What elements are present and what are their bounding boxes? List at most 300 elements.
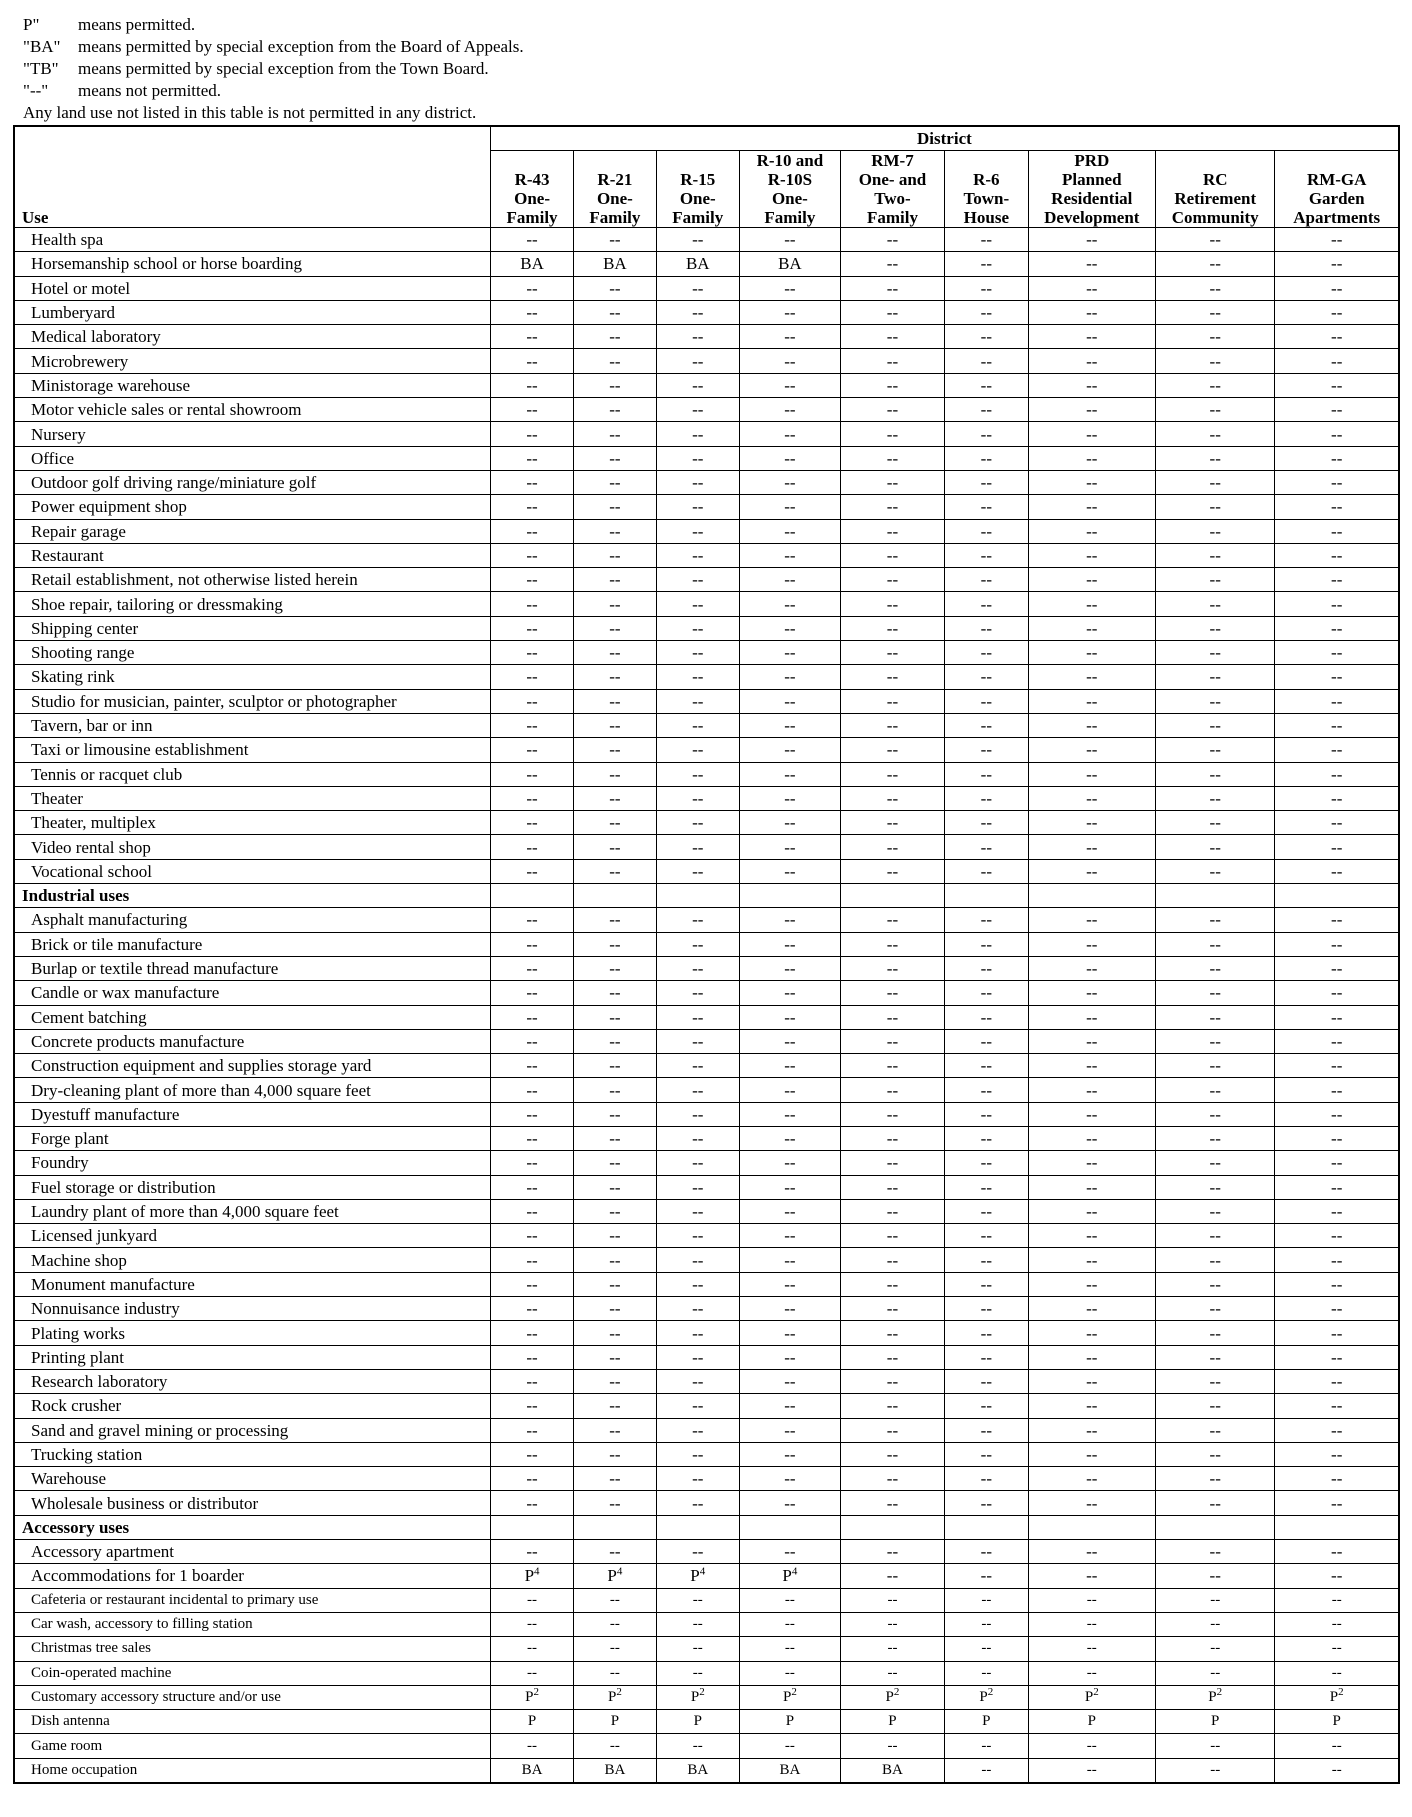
permission-cell: -- [574, 1102, 656, 1126]
district-header: District [490, 126, 1399, 151]
use-name: Tennis or racquet club [14, 762, 490, 786]
permission-cell: -- [945, 908, 1028, 932]
permission-cell: -- [1028, 1078, 1155, 1102]
permission-cell: -- [1275, 1661, 1399, 1685]
permission-cell: -- [574, 519, 656, 543]
table-row [14, 1734, 1399, 1758]
permission-cell: -- [490, 1612, 573, 1636]
permission-cell: -- [1028, 470, 1155, 494]
permission-cell: -- [840, 932, 944, 956]
use-name: Wholesale business or distributor [14, 1491, 490, 1515]
column-header-line: R-43 [514, 170, 550, 189]
footnote-marker: 2 [699, 1685, 705, 1698]
permission-cell: -- [1156, 811, 1275, 835]
permission-cell: -- [1156, 1491, 1275, 1515]
permission-cell: -- [1275, 616, 1399, 640]
use-name: Game room [14, 1734, 490, 1758]
permission-cell: -- [739, 956, 840, 980]
permission-cell: -- [1156, 981, 1275, 1005]
permission-cell: -- [490, 859, 573, 883]
permission-cell: -- [574, 616, 656, 640]
permission-cell: -- [739, 908, 840, 932]
table-row [14, 1102, 1399, 1126]
permission-cell: -- [840, 1297, 944, 1321]
use-name: Shoe repair, tailoring or dressmaking [14, 592, 490, 616]
table-row [14, 762, 1399, 786]
permission-cell: -- [574, 325, 656, 349]
section-heading: Accessory uses [14, 1515, 490, 1539]
permission-cell: -- [1028, 1345, 1155, 1369]
permission-cell: $P^2$ [945, 1685, 1028, 1709]
permission-cell: -- [840, 519, 944, 543]
permission-cell: -- [739, 689, 840, 713]
table-row [14, 1029, 1399, 1053]
permission-cell: -- [1028, 252, 1155, 276]
permission-cell: -- [1028, 325, 1155, 349]
use-name: Dyestuff manufacture [14, 1102, 490, 1126]
permission-cell: $P^2$ [490, 1685, 573, 1709]
table-row [14, 446, 1399, 470]
permission-cell: -- [945, 1248, 1028, 1272]
permission-cell: -- [574, 641, 656, 665]
permission-cell: -- [945, 300, 1028, 324]
permission-cell: -- [574, 762, 656, 786]
legend-item [23, 36, 1383, 58]
permission-cell: BA [739, 252, 840, 276]
district-column-header [1028, 151, 1155, 228]
permission-cell: -- [739, 713, 840, 737]
permission-cell: -- [656, 665, 739, 689]
legend-item [23, 14, 1383, 36]
use-name: Foundry [14, 1151, 490, 1175]
use-name: Microbrewery [14, 349, 490, 373]
permission-cell: -- [840, 616, 944, 640]
permission-cell: -- [1156, 1321, 1275, 1345]
permission-cell: -- [490, 1369, 573, 1393]
column-header-line: Garden [1308, 189, 1365, 208]
table-row [14, 1151, 1399, 1175]
permission-cell: -- [490, 1418, 573, 1442]
use-name: Home occupation [14, 1758, 490, 1783]
permission-cell: -- [656, 1467, 739, 1491]
permission-cell: -- [1275, 1248, 1399, 1272]
permission-cell: -- [840, 1345, 944, 1369]
permission-cell: -- [656, 1540, 739, 1564]
permission-cell: -- [1028, 1442, 1155, 1466]
use-name: Accessory apartment [14, 1540, 490, 1564]
permission-cell: -- [739, 762, 840, 786]
permission-cell: -- [840, 1126, 944, 1150]
permission-cell: $P^2$ [1028, 1685, 1155, 1709]
use-name: Shooting range [14, 641, 490, 665]
table-row [14, 932, 1399, 956]
land-use-table [13, 125, 1400, 1784]
permission-cell: -- [1275, 859, 1399, 883]
permission-cell: -- [1275, 1054, 1399, 1078]
permission-cell: -- [840, 665, 944, 689]
permission-cell: -- [1275, 228, 1399, 252]
permission-cell: -- [574, 1029, 656, 1053]
permission-cell: -- [840, 470, 944, 494]
permission-cell: -- [840, 543, 944, 567]
permission-cell: -- [945, 398, 1028, 422]
permission-cell: -- [656, 1272, 739, 1296]
permission-cell: $P^4$ [656, 1564, 739, 1588]
permission-cell: -- [656, 470, 739, 494]
permission-cell: -- [739, 1467, 840, 1491]
permission-cell: -- [656, 932, 739, 956]
permission-cell: -- [490, 1029, 573, 1053]
empty-cell [945, 1515, 1028, 1539]
permission-cell: -- [945, 859, 1028, 883]
permission-cell: -- [945, 1199, 1028, 1223]
permission-cell: -- [574, 665, 656, 689]
permission-cell: -- [1156, 228, 1275, 252]
permission-cell: -- [490, 981, 573, 1005]
permission-cell: -- [656, 1224, 739, 1248]
permission-cell: -- [840, 908, 944, 932]
permission-cell: -- [656, 1029, 739, 1053]
permission-cell: -- [490, 616, 573, 640]
use-name: Machine shop [14, 1248, 490, 1272]
permission-cell: -- [574, 1224, 656, 1248]
permission-cell: -- [739, 1321, 840, 1345]
permission-cell: -- [1275, 1199, 1399, 1223]
permission-cell: -- [656, 1442, 739, 1466]
section-row [14, 1515, 1399, 1539]
table-row [14, 689, 1399, 713]
footnote-marker: 4 [699, 1565, 706, 1578]
permission-cell: -- [1275, 422, 1399, 446]
permission-cell: -- [945, 1078, 1028, 1102]
use-name: Sand and gravel mining or processing [14, 1418, 490, 1442]
permission-cell: -- [1275, 1418, 1399, 1442]
permission-cell: -- [656, 1637, 739, 1661]
permission-cell: -- [1156, 1054, 1275, 1078]
permission-cell: -- [656, 981, 739, 1005]
permission-cell: -- [945, 543, 1028, 567]
use-name: Restaurant [14, 543, 490, 567]
use-name: Dry-cleaning plant of more than 4,000 square feet [14, 1078, 490, 1102]
table-row [14, 349, 1399, 373]
column-header-line: Development [1044, 208, 1140, 227]
empty-cell [574, 1515, 656, 1539]
permission-cell: -- [1028, 1661, 1155, 1685]
permission-cell: -- [840, 859, 944, 883]
permission-cell: -- [574, 1321, 656, 1345]
permission-cell: -- [490, 1442, 573, 1466]
permission-cell: -- [739, 1394, 840, 1418]
use-name: Trucking station [14, 1442, 490, 1466]
empty-cell [739, 884, 840, 908]
permission-cell: -- [1028, 373, 1155, 397]
permission-cell: -- [574, 1369, 656, 1393]
permission-cell: -- [840, 1442, 944, 1466]
permission-cell: -- [574, 1005, 656, 1029]
permission-cell: -- [1028, 446, 1155, 470]
permission-cell: -- [490, 1467, 573, 1491]
permission-cell: -- [945, 1126, 1028, 1150]
permission-cell: -- [840, 689, 944, 713]
permission-cell: -- [945, 349, 1028, 373]
table-row [14, 641, 1399, 665]
permission-cell: -- [656, 1321, 739, 1345]
permission-cell: -- [656, 859, 739, 883]
legend-text: means permitted by special exception from the Board of Appeals. [78, 37, 524, 56]
permission-cell: -- [840, 1369, 944, 1393]
permission-cell: -- [840, 495, 944, 519]
table-row [14, 252, 1399, 276]
use-name: Tavern, bar or inn [14, 713, 490, 737]
permission-cell: -- [739, 1248, 840, 1272]
permission-cell: -- [945, 956, 1028, 980]
permission-cell: -- [1156, 519, 1275, 543]
permission-cell: -- [1275, 1394, 1399, 1418]
permission-cell: -- [574, 1297, 656, 1321]
permission-cell: -- [1275, 1467, 1399, 1491]
empty-cell [656, 884, 739, 908]
permission-cell: -- [656, 811, 739, 835]
use-name: Fuel storage or distribution [14, 1175, 490, 1199]
column-header-line: Family [506, 208, 558, 227]
column-header-line: One- [596, 189, 633, 208]
table-row [14, 908, 1399, 932]
permission-cell: -- [1028, 1297, 1155, 1321]
column-header-line: One- and [858, 170, 927, 189]
use-name: Theater, multiplex [14, 811, 490, 835]
permission-cell: -- [1028, 981, 1155, 1005]
table-row [14, 373, 1399, 397]
permission-cell: -- [1275, 738, 1399, 762]
table-row [14, 956, 1399, 980]
table-row [14, 1224, 1399, 1248]
use-name: Accommodations for 1 boarder [14, 1564, 490, 1588]
permission-cell: -- [490, 398, 573, 422]
empty-cell [1156, 1515, 1275, 1539]
permission-cell: -- [574, 956, 656, 980]
empty-cell [490, 1515, 573, 1539]
permission-cell: -- [1275, 1151, 1399, 1175]
permission-cell: -- [490, 1540, 573, 1564]
permission-cell: -- [739, 1151, 840, 1175]
permission-cell: -- [739, 981, 840, 1005]
footnote-marker: 2 [1338, 1685, 1344, 1698]
permission-cell: -- [1156, 1637, 1275, 1661]
permission-cell: -- [739, 568, 840, 592]
permission-cell: -- [656, 1199, 739, 1223]
permission-cell: -- [1028, 786, 1155, 810]
permission-cell: -- [1028, 1102, 1155, 1126]
permission-cell: -- [1156, 252, 1275, 276]
permission-cell: -- [1028, 1321, 1155, 1345]
permission-cell: -- [490, 1661, 573, 1685]
permission-cell: -- [490, 568, 573, 592]
permission-cell: $P^2$ [656, 1685, 739, 1709]
permission-cell: -- [1156, 1102, 1275, 1126]
permission-cell: -- [1028, 1758, 1155, 1783]
permission-cell: -- [1275, 495, 1399, 519]
permission-cell: -- [840, 762, 944, 786]
footnote-marker: 2 [1093, 1685, 1099, 1698]
permission-cell: -- [945, 1394, 1028, 1418]
permission-cell: BA [574, 252, 656, 276]
permission-cell: BA [739, 1758, 840, 1783]
use-name: Horsemanship school or horse boarding [14, 252, 490, 276]
permission-cell: -- [1156, 568, 1275, 592]
permission-cell: -- [840, 1637, 944, 1661]
permission-cell: -- [574, 689, 656, 713]
permission-cell: -- [1275, 519, 1399, 543]
permission-cell: -- [656, 1005, 739, 1029]
permission-cell: -- [1156, 543, 1275, 567]
legend-text: means not permitted. [78, 81, 222, 100]
permission-cell: -- [1275, 1588, 1399, 1612]
permission-cell: -- [1156, 1467, 1275, 1491]
permission-cell: P [1028, 1710, 1155, 1734]
permission-cell: -- [945, 1102, 1028, 1126]
use-name: Nonnuisance industry [14, 1297, 490, 1321]
permission-cell: P [1156, 1710, 1275, 1734]
permission-cell: -- [1275, 1297, 1399, 1321]
district-column-header [1156, 151, 1275, 228]
permission-cell: -- [1028, 1199, 1155, 1223]
permission-cell: -- [490, 1199, 573, 1223]
permission-cell: -- [656, 1151, 739, 1175]
permission-cell: -- [574, 300, 656, 324]
permission-cell: -- [840, 1175, 944, 1199]
column-header-line: Family [589, 208, 641, 227]
column-header-line: R-10S [767, 170, 813, 189]
permission-cell: -- [739, 738, 840, 762]
permission-cell: -- [656, 1491, 739, 1515]
permission-cell: -- [945, 1637, 1028, 1661]
permission-cell: -- [1028, 1248, 1155, 1272]
permission-cell: -- [1275, 762, 1399, 786]
permission-cell: -- [1275, 835, 1399, 859]
permission-cell: -- [1156, 932, 1275, 956]
permission-cell: -- [739, 1612, 840, 1636]
permission-cell: -- [574, 1467, 656, 1491]
column-header-line: Family [764, 208, 816, 227]
permission-cell: -- [574, 1588, 656, 1612]
permission-cell: -- [739, 1734, 840, 1758]
permission-cell: -- [1156, 616, 1275, 640]
permission-cell: -- [1156, 495, 1275, 519]
permission-cell: -- [1028, 956, 1155, 980]
empty-cell [1275, 1515, 1399, 1539]
table-row [14, 738, 1399, 762]
permission-cell: -- [1028, 1467, 1155, 1491]
permission-cell: -- [945, 1151, 1028, 1175]
empty-cell [1028, 1515, 1155, 1539]
permission-cell: -- [490, 495, 573, 519]
legend-text: means permitted. [78, 15, 196, 34]
permission-cell: -- [490, 665, 573, 689]
column-header-line: R-6 [973, 170, 1000, 189]
permission-cell: -- [574, 835, 656, 859]
permission-cell: -- [656, 1588, 739, 1612]
use-name: Car wash, accessory to filling station [14, 1612, 490, 1636]
permission-cell: -- [1275, 398, 1399, 422]
permission-cell: -- [490, 1248, 573, 1272]
empty-cell [1275, 884, 1399, 908]
permission-cell: -- [1028, 713, 1155, 737]
use-name: Video rental shop [14, 835, 490, 859]
permission-cell: -- [1156, 1394, 1275, 1418]
permission-cell: -- [656, 641, 739, 665]
permission-cell: -- [840, 1321, 944, 1345]
table-row [14, 835, 1399, 859]
use-name: Brick or tile manufacture [14, 932, 490, 956]
permission-cell: -- [1156, 592, 1275, 616]
permission-cell: -- [1156, 665, 1275, 689]
permission-cell: -- [1156, 349, 1275, 373]
legend-text: means permitted by special exception from the Town Board. [78, 59, 489, 78]
permission-cell: -- [945, 786, 1028, 810]
permission-cell: -- [945, 665, 1028, 689]
table-row [14, 422, 1399, 446]
permission-cell: -- [1275, 470, 1399, 494]
permission-cell: -- [1275, 1005, 1399, 1029]
permission-cell: -- [840, 1029, 944, 1053]
permission-cell: -- [1028, 1637, 1155, 1661]
permission-cell: -- [739, 1491, 840, 1515]
permission-cell: P [1275, 1710, 1399, 1734]
permission-cell: -- [490, 762, 573, 786]
permission-cell: $P^2$ [739, 1685, 840, 1709]
permission-cell: -- [1028, 519, 1155, 543]
permission-cell: -- [1028, 1588, 1155, 1612]
permission-cell: -- [490, 325, 573, 349]
permission-cell: -- [656, 495, 739, 519]
permission-cell: -- [574, 349, 656, 373]
permission-cell: -- [739, 1005, 840, 1029]
permission-cell: -- [574, 495, 656, 519]
permission-cell: -- [1028, 616, 1155, 640]
permission-cell: -- [574, 1637, 656, 1661]
permission-cell: -- [945, 1005, 1028, 1029]
permission-cell: -- [656, 1102, 739, 1126]
empty-cell [1028, 884, 1155, 908]
permission-cell: -- [739, 1369, 840, 1393]
permission-cell: -- [945, 228, 1028, 252]
footnote-marker: 2 [987, 1685, 994, 1698]
permission-cell: -- [1156, 641, 1275, 665]
permission-cell: -- [1275, 689, 1399, 713]
permission-cell: -- [945, 1588, 1028, 1612]
permission-cell: -- [739, 1418, 840, 1442]
permission-cell: -- [490, 1297, 573, 1321]
permission-cell: -- [574, 1345, 656, 1369]
permission-cell: -- [945, 981, 1028, 1005]
permission-cell: -- [945, 1054, 1028, 1078]
table-row [14, 1661, 1399, 1685]
permission-cell: -- [490, 713, 573, 737]
use-name: Coin-operated machine [14, 1661, 490, 1685]
permission-cell: -- [656, 276, 739, 300]
permission-cell: -- [1028, 592, 1155, 616]
table-row [14, 228, 1399, 252]
permission-cell: -- [945, 373, 1028, 397]
permission-cell: -- [1275, 325, 1399, 349]
permission-cell: -- [1156, 1564, 1275, 1588]
permission-cell: -- [656, 1345, 739, 1369]
use-name: Licensed junkyard [14, 1224, 490, 1248]
permission-cell: -- [574, 1078, 656, 1102]
use-column-header: Use [14, 126, 490, 228]
permission-cell: -- [1156, 956, 1275, 980]
permission-cell: -- [490, 543, 573, 567]
